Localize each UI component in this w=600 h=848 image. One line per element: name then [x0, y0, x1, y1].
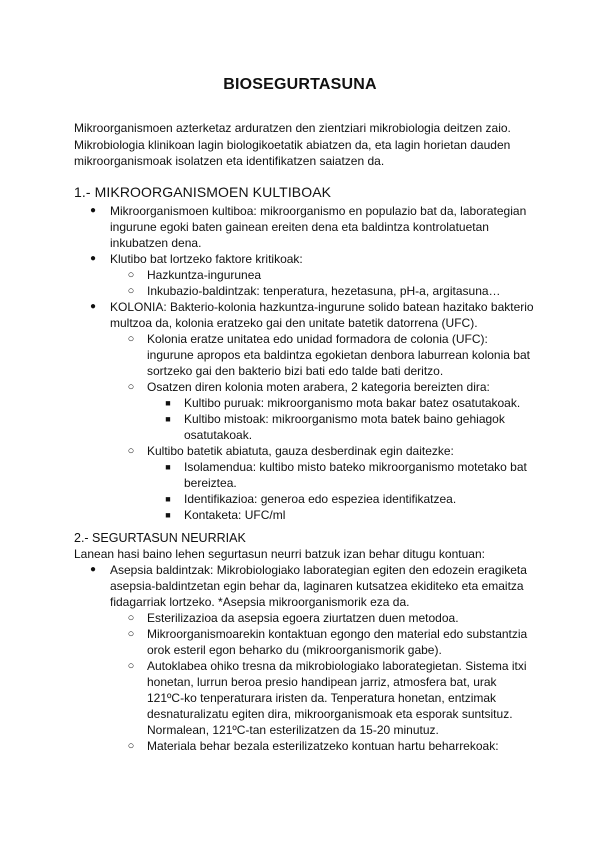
sub-sub-list-item — [147, 411, 534, 443]
sub-list-item — [110, 443, 534, 523]
sub-sub-list-item — [147, 459, 534, 491]
sub-list-item — [110, 379, 534, 443]
bullet-circle-icon: ○ — [127, 445, 135, 457]
list-item — [74, 203, 534, 251]
list-item-text: Mikroorganismoen kultiboa: mikroorganismo en populazio bat da, laborategian ingurune egoki baten gainean ereiten dena eta baldintza kontrolatuetan inkubatzen dena. — [110, 204, 527, 250]
sub-list-item — [110, 267, 534, 283]
bullet-square-icon: ■ — [165, 510, 171, 520]
list-item — [74, 562, 534, 754]
section-1-list — [74, 203, 534, 523]
list-item-text: Kultibo batetik abiatuta, gauza desberdinak egin daitezke: — [147, 444, 454, 458]
sub-sub-list-item — [147, 491, 534, 507]
bullet-circle-icon: ○ — [127, 660, 135, 672]
bullet-disc-icon: ● — [89, 301, 97, 312]
bullet-square-icon: ■ — [165, 414, 171, 424]
list-item-text: Autoklabea ohiko tresna da mikrobiologiako laborategietan. Sistema itxi honetan, lurrun beroa presio handipean jarriz, atmosfera bat, urak 121ºC-ko tenperaturara iristen da. Tenperatura honetan, entzimak desnaturalizatu egiten dira, mikroorganismoak eta esporak suntsituz. Normalean, 121ºC-tan esterilizatzen da 15-20 minutuz. — [147, 659, 527, 737]
list-item-text: Esterilizazioa da asepsia egoera ziurtatzen duen metodoa. — [147, 611, 459, 625]
section-2-body — [74, 546, 534, 754]
bullet-circle-icon: ○ — [127, 269, 135, 281]
bullet-circle-icon: ○ — [127, 612, 135, 624]
sub-list-item — [110, 610, 534, 626]
bullet-circle-icon: ○ — [127, 285, 135, 297]
list-item-text: Osatzen diren kolonia moten arabera, 2 kategoria bereizten dira: — [147, 380, 490, 394]
section-2-heading: 2.- SEGURTASUN NEURRIAK — [74, 531, 246, 545]
bullet-square-icon: ■ — [165, 494, 171, 504]
list-item-text: Materiala behar bezala esterilizatzeko kontuan hartu beharrekoak: — [147, 739, 499, 753]
bullet-circle-icon: ○ — [127, 333, 135, 345]
bullet-circle-icon: ○ — [127, 740, 135, 752]
sub-list-item — [110, 283, 534, 299]
sub-sub-list-item — [147, 395, 534, 411]
section-1-heading: 1.- MIKROORGANISMOEN KULTIBOAK — [74, 184, 332, 200]
intro-paragraph: Mikroorganismoen azterketaz arduratzen den zientziari mikrobiologia deitzen zaio. Mikrobiologia klinikoan lagin biologikoetatik abiatzen da, eta lagin horietan dauden mikroorganismoak isolatzen eta identifikatzen saiatzen da. — [74, 121, 511, 168]
list-item-text: Klutibo bat lortzeko faktore kritikoak: — [110, 252, 303, 266]
list-item-text: Kolonia eratze unitatea edo unidad formadora de colonia (UFC): ingurune apropos eta baldintza egokietan denbora laburrean kolonia bat sortzeko gai den bakterio bizi bati edo talde bati deritzo. — [147, 332, 530, 378]
sub-list-item — [110, 658, 534, 738]
list-item-text: Hazkuntza-ingurunea — [147, 268, 262, 282]
bullet-disc-icon: ● — [89, 205, 97, 216]
section-2-lead: Lanean hasi baino lehen segurtasun neurri batzuk izan behar ditugu kontuan: — [74, 547, 485, 561]
list-item-text: Identifikazioa: generoa edo espeziea identifikatzea. — [184, 492, 457, 506]
sub-list-item — [110, 626, 534, 658]
list-item-text: Kultibo mistoak: mikroorganismo mota batek baino gehiagok osatutakoak. — [184, 412, 505, 442]
bullet-circle-icon: ○ — [127, 628, 135, 640]
list-item-text: Inkubazio-baldintzak: tenperatura, hezetasuna, pH-a, argitasuna… — [147, 284, 501, 298]
list-item-text: Kontaketa: UFC/ml — [184, 508, 286, 522]
bullet-disc-icon: ● — [89, 253, 97, 264]
sub-sub-list-item — [147, 507, 534, 523]
list-item-text: KOLONIA: Bakterio-kolonia hazkuntza-ingurune solido batean hazitako bakterio multzoa da, kolonia eratzeko gai den unitate batetik datorrena (UFC). — [110, 300, 534, 330]
sub-list-item — [110, 738, 534, 754]
document-title: BIOSEGURTASUNA — [223, 76, 377, 93]
bullet-square-icon: ■ — [165, 398, 171, 408]
list-item — [74, 251, 534, 299]
bullet-square-icon: ■ — [165, 462, 171, 472]
list-item-text: Mikroorganismoarekin kontaktuan egongo den material edo substantzia orok esteril egon beharko du (mikroorganismorik gabe). — [147, 627, 528, 657]
list-item-text: Isolamendua: kultibo misto bateko mikroorganismo motetako bat bereiztea. — [184, 460, 527, 490]
list-item-text: Kultibo puruak: mikroorganismo mota bakar batez osatutakoak. — [184, 396, 521, 410]
list-item-text: Asepsia baldintzak: Mikrobiologiako laborategian egiten den edozein eragiketa asepsia-baldintzetan egin behar da, laginaren kutsatzea ekiditeko eta emaitza fidagarriak lortzeko. *Asepsia mikroorganismorik eza da. — [110, 563, 527, 609]
bullet-disc-icon: ● — [89, 564, 97, 575]
sub-list-item — [110, 331, 534, 379]
list-item — [74, 299, 534, 523]
bullet-circle-icon: ○ — [127, 381, 135, 393]
